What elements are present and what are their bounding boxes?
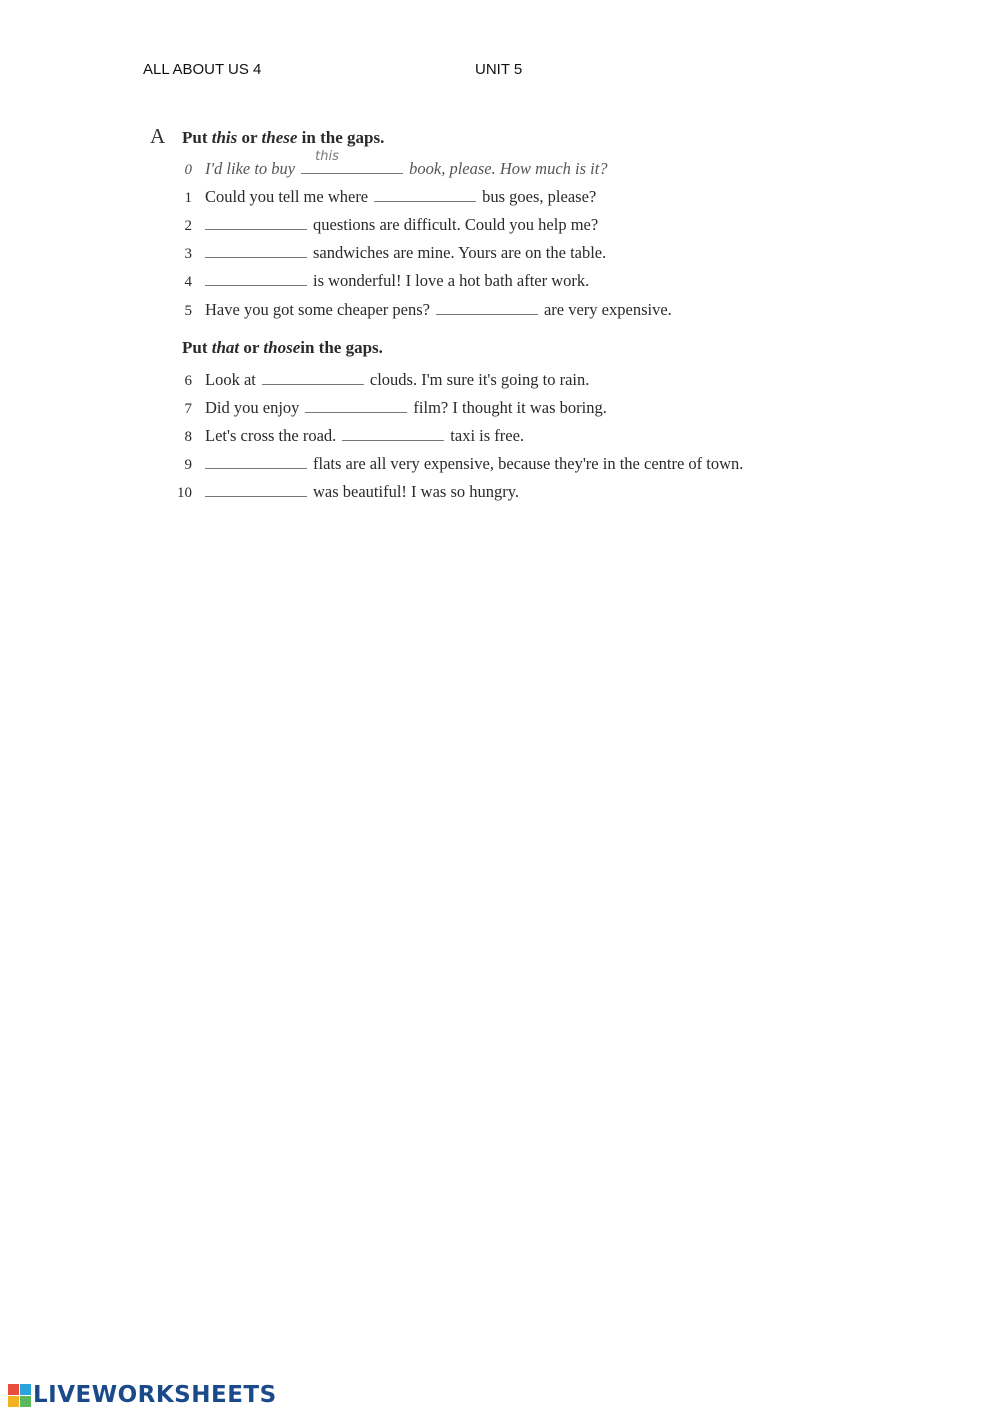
exercise-item-7: 7 Did you enjoy film? I thought it was boring. xyxy=(170,394,607,416)
exercise-item-8: 8 Let's cross the road. taxi is free. xyxy=(170,422,524,444)
answer-gap-10[interactable] xyxy=(205,478,307,497)
exercise-item-4: 4 is wonderful! I love a hot bath after work. xyxy=(170,267,589,289)
section-letter: A xyxy=(150,124,166,148)
answer-gap-2[interactable] xyxy=(205,211,307,230)
answer-gap-4[interactable] xyxy=(205,267,307,286)
logo-text: LIVEWORKSHEETS xyxy=(33,1382,277,1408)
exercise-item-5: 5 Have you got some cheaper pens? are very expensive. xyxy=(170,296,672,318)
liveworksheets-logo xyxy=(8,1382,277,1408)
instruction-that-those: Put that or thosein the gaps. xyxy=(182,338,383,357)
answer-gap-7[interactable] xyxy=(305,394,407,413)
answer-gap-6[interactable] xyxy=(262,366,364,385)
exercise-item-0: 0 I'd like to buy this book, please. How much is it? xyxy=(184,149,608,178)
exercise-item-2: 2 questions are difficult. Could you help me? xyxy=(170,211,598,233)
exercise-item-10: 10 was beautiful! I was so hungry. xyxy=(170,478,519,500)
exercise-item-6: 6 Look at clouds. I'm sure it's going to rain. xyxy=(170,366,589,388)
exercise-item-3: 3 sandwiches are mine. Yours are on the table. xyxy=(170,239,606,261)
header-title: ALL ABOUT US 4 xyxy=(143,61,262,78)
header-unit: UNIT 5 xyxy=(475,61,523,78)
answer-gap-5[interactable] xyxy=(436,296,538,315)
answer-gap-1[interactable] xyxy=(374,183,476,202)
answer-gap-3[interactable] xyxy=(205,239,307,258)
answer-gap-9[interactable] xyxy=(205,450,307,469)
instruction-this-these: Put this or these in the gaps. xyxy=(182,128,385,147)
answer-gap-8[interactable] xyxy=(342,422,444,441)
exercise-item-1: 1 Could you tell me where bus goes, please? xyxy=(170,183,596,205)
exercise-item-9: 9 flats are all very expensive, because they're in the centre of town. xyxy=(170,450,743,472)
answer-gap-0: this xyxy=(301,155,403,174)
logo-blocks-icon xyxy=(8,1384,31,1407)
